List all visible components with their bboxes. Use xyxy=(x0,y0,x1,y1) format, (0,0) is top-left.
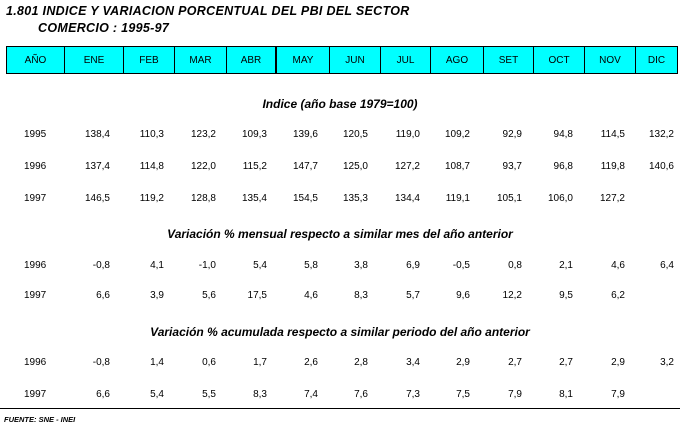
value-cell: 5,4 xyxy=(150,389,164,400)
section-title: Variación % acumulada respecto a similar periodo del año anterior xyxy=(150,325,530,339)
value-cell: -0,8 xyxy=(92,357,110,368)
table-row xyxy=(0,161,680,175)
value-cell: 140,6 xyxy=(648,161,674,172)
value-cell: 0,8 xyxy=(508,260,522,271)
value-cell: -0,5 xyxy=(452,260,470,271)
value-cell: 3,2 xyxy=(660,357,674,368)
header-ano: AÑO xyxy=(6,47,64,73)
value-cell: 93,7 xyxy=(502,161,522,172)
value-cell: 4,1 xyxy=(150,260,164,271)
value-cell: 4,6 xyxy=(611,260,625,271)
table-row xyxy=(0,193,680,207)
value-cell: 127,2 xyxy=(394,161,420,172)
header-set: SET xyxy=(483,47,533,73)
year-cell: 1996 xyxy=(24,357,47,368)
value-cell: 12,2 xyxy=(502,290,522,301)
value-cell: 94,8 xyxy=(553,129,573,140)
value-cell: 2,8 xyxy=(354,357,368,368)
value-cell: 105,1 xyxy=(496,193,522,204)
value-cell: 2,9 xyxy=(456,357,470,368)
value-cell: 6,6 xyxy=(96,290,110,301)
value-cell: 96,8 xyxy=(553,161,573,172)
table-title: 1.801 INDICE Y VARIACION PORCENTUAL DEL PBI DEL SECTOR xyxy=(6,4,410,18)
value-cell: 2,6 xyxy=(304,357,318,368)
value-cell: 137,4 xyxy=(84,161,110,172)
value-cell: 9,6 xyxy=(456,290,470,301)
value-cell: 135,3 xyxy=(342,193,368,204)
value-cell: 122,0 xyxy=(190,161,216,172)
value-cell: 2,7 xyxy=(559,357,573,368)
value-cell: 125,0 xyxy=(342,161,368,172)
value-cell: 109,2 xyxy=(444,129,470,140)
value-cell: 154,5 xyxy=(292,193,318,204)
header-ago: AGO xyxy=(430,47,483,73)
value-cell: 2,7 xyxy=(508,357,522,368)
column-header-row xyxy=(6,46,678,74)
value-cell: 110,3 xyxy=(139,129,164,140)
value-cell: 127,2 xyxy=(599,193,625,204)
value-cell: 106,0 xyxy=(547,193,573,204)
value-cell: 132,2 xyxy=(648,129,674,140)
year-cell: 1995 xyxy=(24,129,47,140)
value-cell: 119,1 xyxy=(445,193,470,204)
header-jul: JUL xyxy=(380,47,430,73)
value-cell: 17,5 xyxy=(247,290,267,301)
value-cell: 2,1 xyxy=(559,260,573,271)
table-row xyxy=(0,260,680,274)
value-cell: 5,4 xyxy=(253,260,267,271)
value-cell: 5,7 xyxy=(406,290,420,301)
header-oct: OCT xyxy=(533,47,584,73)
value-cell: 114,5 xyxy=(600,129,625,140)
value-cell: 3,8 xyxy=(354,260,368,271)
table-row xyxy=(0,357,680,371)
value-cell: 109,3 xyxy=(241,129,267,140)
value-cell: 114,8 xyxy=(139,161,164,172)
value-cell: 7,6 xyxy=(354,389,368,400)
value-cell: 134,4 xyxy=(394,193,420,204)
value-cell: 7,9 xyxy=(508,389,522,400)
header-dic: DIC xyxy=(635,47,678,73)
value-cell: 7,4 xyxy=(304,389,318,400)
year-cell: 1997 xyxy=(24,389,47,400)
source-footnote: FUENTE: SNE - INEI xyxy=(4,415,76,424)
bottom-divider xyxy=(0,408,680,409)
table-row xyxy=(0,290,680,304)
header-feb: FEB xyxy=(123,47,174,73)
year-cell: 1997 xyxy=(24,290,47,301)
header-ene: ENE xyxy=(64,47,123,73)
value-cell: 4,6 xyxy=(304,290,318,301)
header-may: MAY xyxy=(275,47,329,73)
value-cell: 146,5 xyxy=(84,193,110,204)
section-title: Variación % mensual respecto a similar mes del año anterior xyxy=(167,227,513,241)
header-mar: MAR xyxy=(174,47,226,73)
year-cell: 1996 xyxy=(24,260,47,271)
year-cell: 1996 xyxy=(24,161,47,172)
value-cell: 108,7 xyxy=(444,161,470,172)
value-cell: 8,3 xyxy=(253,389,267,400)
value-cell: 139,6 xyxy=(292,129,318,140)
table-row xyxy=(0,389,680,403)
value-cell: 0,6 xyxy=(202,357,216,368)
value-cell: 1,4 xyxy=(150,357,164,368)
table-row xyxy=(0,129,680,143)
value-cell: 5,5 xyxy=(202,389,216,400)
value-cell: -0,8 xyxy=(92,260,110,271)
value-cell: 92,9 xyxy=(502,129,522,140)
value-cell: 120,5 xyxy=(342,129,368,140)
value-cell: 9,5 xyxy=(559,290,573,301)
value-cell: 128,8 xyxy=(190,193,216,204)
value-cell: 3,4 xyxy=(406,357,420,368)
value-cell: 7,3 xyxy=(406,389,420,400)
value-cell: 5,6 xyxy=(202,290,216,301)
value-cell: 138,4 xyxy=(84,129,110,140)
value-cell: 6,9 xyxy=(406,260,420,271)
value-cell: 2,9 xyxy=(611,357,625,368)
value-cell: 119,0 xyxy=(395,129,420,140)
value-cell: 8,3 xyxy=(354,290,368,301)
value-cell: 8,1 xyxy=(559,389,573,400)
value-cell: 119,8 xyxy=(600,161,625,172)
value-cell: 6,2 xyxy=(611,290,625,301)
value-cell: 7,5 xyxy=(456,389,470,400)
value-cell: 3,9 xyxy=(150,290,164,301)
section-title: Indice (año base 1979=100) xyxy=(262,97,418,111)
value-cell: 6,4 xyxy=(660,260,674,271)
value-cell: 135,4 xyxy=(241,193,267,204)
value-cell: -1,0 xyxy=(198,260,216,271)
table-subtitle: COMERCIO : 1995-97 xyxy=(38,21,170,35)
header-abr: ABR xyxy=(226,47,275,73)
value-cell: 6,6 xyxy=(96,389,110,400)
year-cell: 1997 xyxy=(24,193,47,204)
value-cell: 115,2 xyxy=(242,161,267,172)
value-cell: 1,7 xyxy=(253,357,267,368)
value-cell: 147,7 xyxy=(292,161,318,172)
value-cell: 7,9 xyxy=(611,389,625,400)
header-jun: JUN xyxy=(329,47,380,73)
value-cell: 119,2 xyxy=(139,193,164,204)
value-cell: 5,8 xyxy=(304,260,318,271)
header-nov: NOV xyxy=(584,47,635,73)
value-cell: 123,2 xyxy=(190,129,216,140)
